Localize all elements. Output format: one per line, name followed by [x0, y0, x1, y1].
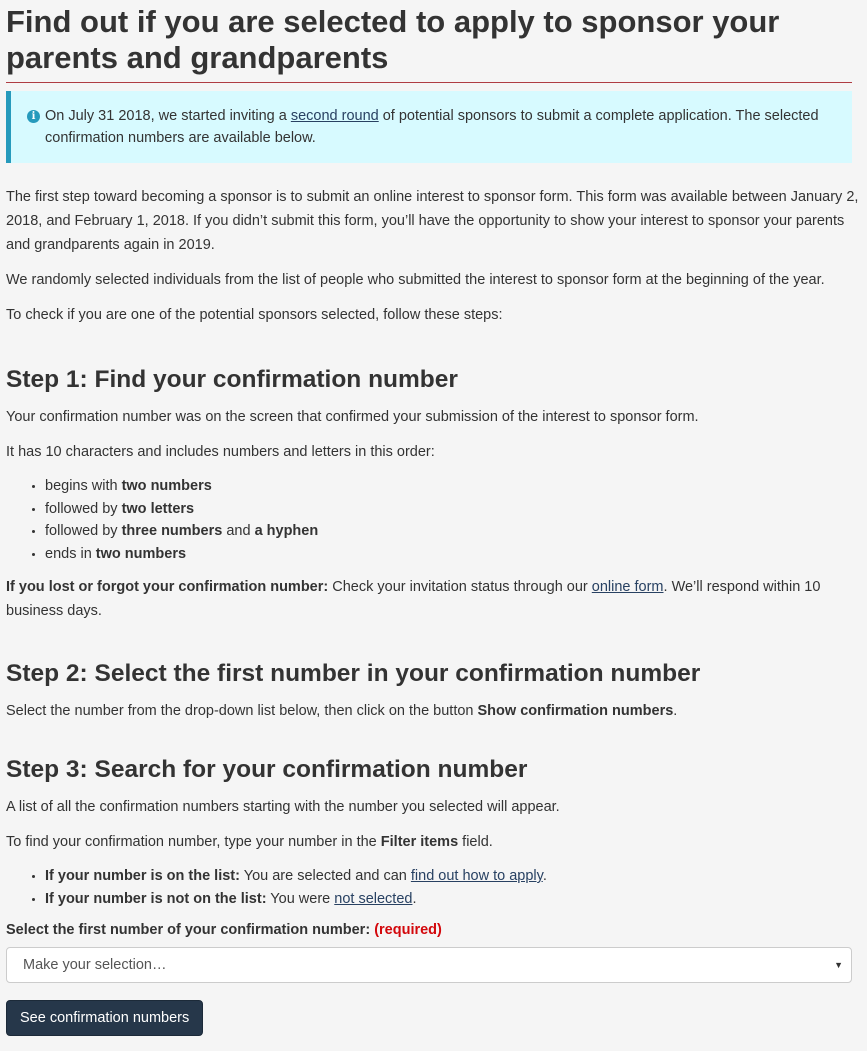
result-list [6, 865, 861, 910]
list-item [45, 865, 861, 888]
list-item-text: You were [266, 890, 335, 907]
list-item-text: followed by [45, 523, 122, 539]
list-item-bold: two numbers [95, 545, 187, 562]
find-out-how-to-apply-link[interactable]: find out how to apply [410, 868, 543, 884]
list-item-text: begins with [45, 478, 122, 494]
alert-text [45, 105, 836, 149]
info-alert [6, 91, 852, 163]
intro-paragraph-3: To check if you are one of the potential sponsors selected, follow these steps: [6, 307, 503, 323]
step3-text-after: field. [458, 834, 493, 850]
step3-heading: Step 3: Search for your confirmation number [6, 756, 528, 783]
list-item-bold: two letters [121, 500, 195, 517]
step3-bold: Filter items [380, 834, 459, 850]
list-item-bold: If your number is not on the list: [45, 890, 267, 907]
list-item-text: You are selected and can [239, 868, 411, 884]
step2-heading: Step 2: Select the first number in your confirmation number [6, 660, 701, 687]
list-item-after: . [412, 890, 417, 907]
select-label-text: Select the first number of your confirmation number: [6, 922, 371, 938]
intro-paragraph-2: We randomly selected individuals from the list of people who submitted the interest to sponsor form at the beginning of the year. [6, 272, 825, 288]
list-item [45, 475, 861, 498]
step1-paragraph-1: Your confirmation number was on the screen that confirmed your submission of the interest to sponsor form. [6, 409, 699, 425]
alert-text-before: On July 31 2018, we started inviting a [45, 108, 291, 124]
first-number-select[interactable] [6, 947, 852, 983]
list-item-bold: If your number is on the list: [45, 868, 240, 884]
step2-paragraph [6, 699, 861, 723]
alert-text-after: of potential sponsors to submit a complete application. The selected confirmation numbers are available below. [45, 108, 819, 146]
select-label [6, 920, 861, 940]
step2-after: . [673, 703, 678, 719]
required-indicator: (required) [374, 922, 442, 938]
intro-paragraph-1: The first step toward becoming a sponsor is to submit an online interest to sponsor form. This form was available between January 2, 2018, and February 1, 2018. If you didn’t submit this form, you’ll have the opportunity to show your interest to sponsor your parents and grandparents again in 2019. [6, 189, 859, 253]
select-value: Make your selection… [23, 957, 167, 973]
list-item-after: . [542, 868, 547, 884]
list-item-bold: three numbers [121, 523, 223, 539]
second-round-link[interactable]: second round [290, 108, 379, 124]
lost-confirmation-paragraph [6, 575, 861, 623]
page-title: Find out if you are selected to apply to sponsor your parents and grandparents [6, 0, 852, 83]
lost-confirmation-bold: If you lost or forgot your confirmation number: [6, 579, 329, 595]
list-item-text: followed by [45, 500, 122, 517]
list-item-text: ends in [45, 545, 96, 562]
lost-confirmation-text: Check your invitation status through our [328, 579, 592, 595]
see-confirmation-numbers-button[interactable]: See confirmation numbers [6, 1000, 203, 1036]
step2-bold: Show confirmation numbers [477, 703, 674, 719]
step3-text: To find your confirmation number, type your number in the [6, 834, 381, 850]
chevron-down-icon: ▼ [834, 960, 843, 970]
list-item [45, 543, 861, 566]
list-item-bold: two numbers [121, 478, 212, 494]
not-selected-link[interactable]: not selected [334, 890, 413, 907]
confirmation-format-list [6, 475, 861, 565]
step3-paragraph-2 [6, 830, 861, 854]
lost-confirmation-after: . We’ll respond within 10 business days. [6, 579, 821, 619]
step3-paragraph-1: A list of all the confirmation numbers starting with the number you selected will appear. [6, 799, 560, 815]
list-item [45, 498, 861, 521]
step2-text: Select the number from the drop-down list below, then click on the button [6, 703, 478, 719]
online-form-link[interactable]: online form [591, 579, 664, 595]
step1-paragraph-2: It has 10 characters and includes numbers and letters in this order: [6, 444, 435, 460]
list-item [45, 520, 861, 543]
list-item-bold: a hyphen [254, 523, 319, 539]
list-item-text: and [222, 523, 255, 539]
info-icon: i [27, 110, 40, 123]
list-item [45, 888, 861, 911]
step1-heading: Step 1: Find your confirmation number [6, 366, 458, 393]
intro-section [6, 185, 861, 327]
